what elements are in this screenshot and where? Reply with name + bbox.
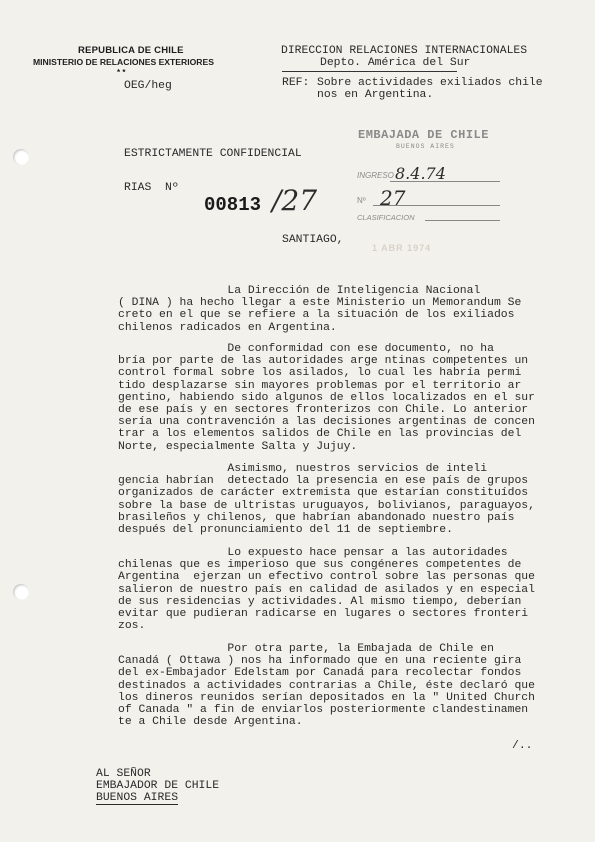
stamp-numero-label: Nº xyxy=(357,196,366,205)
stamp-ingreso-label: INGRESO xyxy=(357,171,394,180)
paragraph-2: De conformidad con ese documento, no ha bría por parte de las autoridades arge ntinas competentes un control formal sobre los asilados, lo cual les habría permi tido desplazarse sin mayores problemas por el territorio ar gentino, habiendo sido algunos de ellos localizados en el sur de ese país y en sectores fronterizos con Chile. Lo anterior sería una contravención a las decisiones argentinas de concen trar a los elementos salidos de Chile en las provincias del Norte, especialmente Salta y Jujuy. xyxy=(118,343,535,453)
stamp-numero-value: 27 xyxy=(380,186,406,210)
rias-handwritten-number: /27 xyxy=(272,184,318,217)
ref-label: REF: xyxy=(282,77,310,89)
office-divider xyxy=(282,71,457,72)
rias-number: 00813 xyxy=(204,194,262,216)
stamp-numero-line xyxy=(373,205,500,206)
punch-hole-bottom xyxy=(13,584,29,600)
letterhead-stars: * * xyxy=(117,68,126,77)
punch-hole-top xyxy=(13,149,29,165)
ref-line-2: nos en Argentina. xyxy=(317,89,434,101)
letterhead-ministry: MINISTERIO DE RELACIONES EXTERIORES xyxy=(33,57,214,67)
stamp-ingreso-line xyxy=(390,181,500,182)
place: SANTIAGO, xyxy=(282,234,344,246)
stamp-ingreso-value: 8.4.74 xyxy=(395,164,446,183)
initials: OEG/heg xyxy=(124,80,172,92)
continuation-mark: /.. xyxy=(512,740,533,752)
office-direction: DIRECCION RELACIONES INTERNACIONALES xyxy=(281,45,528,57)
stamp-clasificacion-label: CLASIFICACION xyxy=(357,213,415,222)
letterhead-republic: REPUBLICA DE CHILE xyxy=(78,45,184,56)
addressee-line-3: BUENOS AIRES xyxy=(96,792,179,804)
ref-line-1: Sobre actividades exiliados chile xyxy=(317,77,543,89)
embassy-stamp-subtitle: BUENOS AIRES xyxy=(396,143,455,150)
stamp-clasificacion-line xyxy=(425,220,500,221)
paragraph-1: La Dirección de Inteligencia Nacional ( DINA ) ha hecho llegar a este Ministerio un Memorandum Se creto en el que se refiere a la situación de los exiliados chilenos radicados en Argentina. xyxy=(118,285,522,334)
paragraph-3: Asimismo, nuestros servicios de inteli gencia habrían detectado la presencia en ese país de grupos organizados de carácter extremista que estarían constituídos sobre la base de ultristas uruguayos, bolivianos, paraguayos, brasileños y chilenos, que habrían abandonado nuestro país después del pronunciamiento del 11 de septiembre. xyxy=(118,463,535,537)
date-stamp: 1 ABR 1974 xyxy=(372,243,432,253)
classification: ESTRICTAMENTE CONFIDENCIAL xyxy=(124,148,302,160)
rias-label: RIAS Nº xyxy=(124,182,179,194)
embassy-stamp-title: EMBAJADA DE CHILE xyxy=(358,128,489,142)
office-department: Depto. América del Sur xyxy=(320,57,471,69)
paragraph-5: Por otra parte, la Embajada de Chile en Canadá ( Ottawa ) nos ha informado que en una reciente gira del ex-Embajador Edelstam por Canadá para recolectar fondos destinados a actividades contrarias a Chile, éste declaró que los dineros reunidos serían depositados en la " United Church of Canada " a fin de enviarlos posteriormente clandestinamen te a Chile desde Argentina. xyxy=(118,643,535,729)
paragraph-4: Lo expuesto hace pensar a las autoridades chilenas que es imperioso que sus congéneres competentes de Argentina ejerzan un efectivo control sobre las personas que salieron de nuestro país en calidad de asilados y en especial de sus residencias y actividades. Al mismo tiempo, deberían evitar que pudieran radicarse en lugares o sectores fronteri zos. xyxy=(118,547,535,633)
addressee-line-2: EMBAJADOR DE CHILE xyxy=(96,780,220,792)
addressee-line-1: AL SEÑOR xyxy=(96,768,151,780)
